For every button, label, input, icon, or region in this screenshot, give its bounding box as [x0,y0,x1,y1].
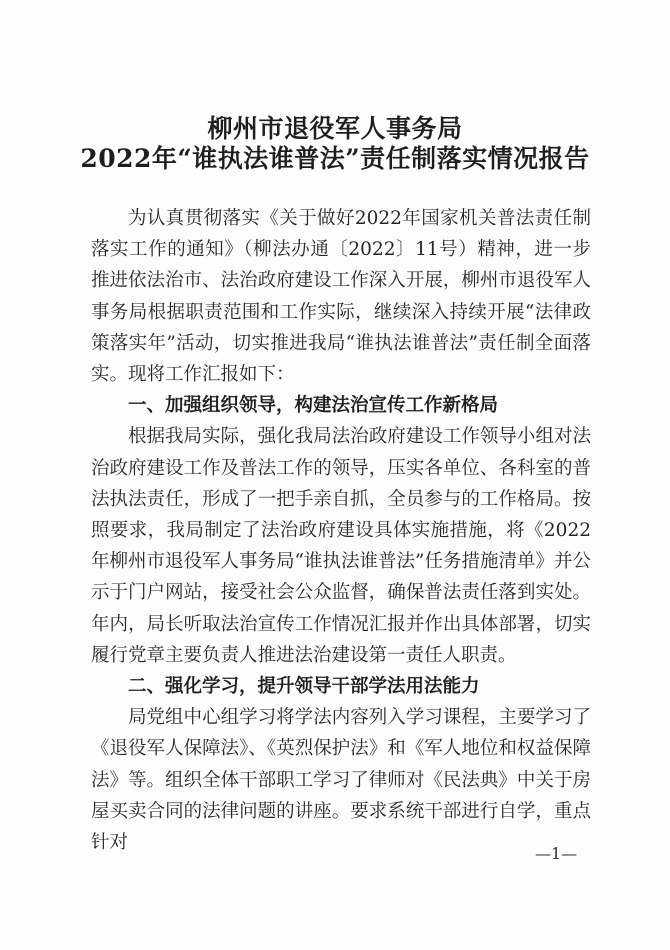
section-2-paragraph: 局党组中心组学习将学法内容列入学习课程，主要学习了《退役军人保障法》、《英烈保护法》和《军人地位和权益保障法》等。组织全体干部职工学习了律师对《民法典》中关于房屋买卖合同的法律问题的讲座。要求系统干部进行自学，重点针对 [91,707,591,854]
section-1-paragraph: 根据我局实际，强化我局法治政府建设工作领导小组对法治政府建设工作及普法工作的领导，压实各单位、各科室的普法执法责任，形成了一把手亲自抓，全员参与的工作格局。按照要求，我局制定了法治政府建设具体实施措施，将《2022年柳州市退役军人事务局“谁执法谁普法”任务措施清单》并公示于门户网站，接受社会公众监督，确保普法责任落到实处。年内，局长听取法治宣传工作情况汇报并作出具体部署，切实履行党章主要负责人推进法治建设第一责任人职责。 [91,426,591,666]
intro-paragraph: 为认真贯彻落实《关于做好2022年国家机关普法责任制落实工作的通知》（柳法办通〔2022〕11号）精神，进一步推进依法治市、法治政府建设工作深入开展，柳州市退役军人事务局根据职责范围和工作实际，继续深入持续开展“法律政策落实年”活动，切实推进我局“谁执法谁普法”责任制全面落实。现将工作汇报如下： [91,208,591,386]
document-title-line-1: 柳州市退役军人事务局 [207,114,463,143]
section-2-heading: 二、强化学习，提升领导干部学法用法能力 [128,676,480,698]
document-title-line-2: 2022年“谁执法谁普法”责任制落实情况报告 [80,144,590,173]
document-body [91,203,591,858]
section-1-heading: 一、加强组织领导，构建法治宣传工作新格局 [128,395,499,417]
page-number: —1— [535,844,578,863]
